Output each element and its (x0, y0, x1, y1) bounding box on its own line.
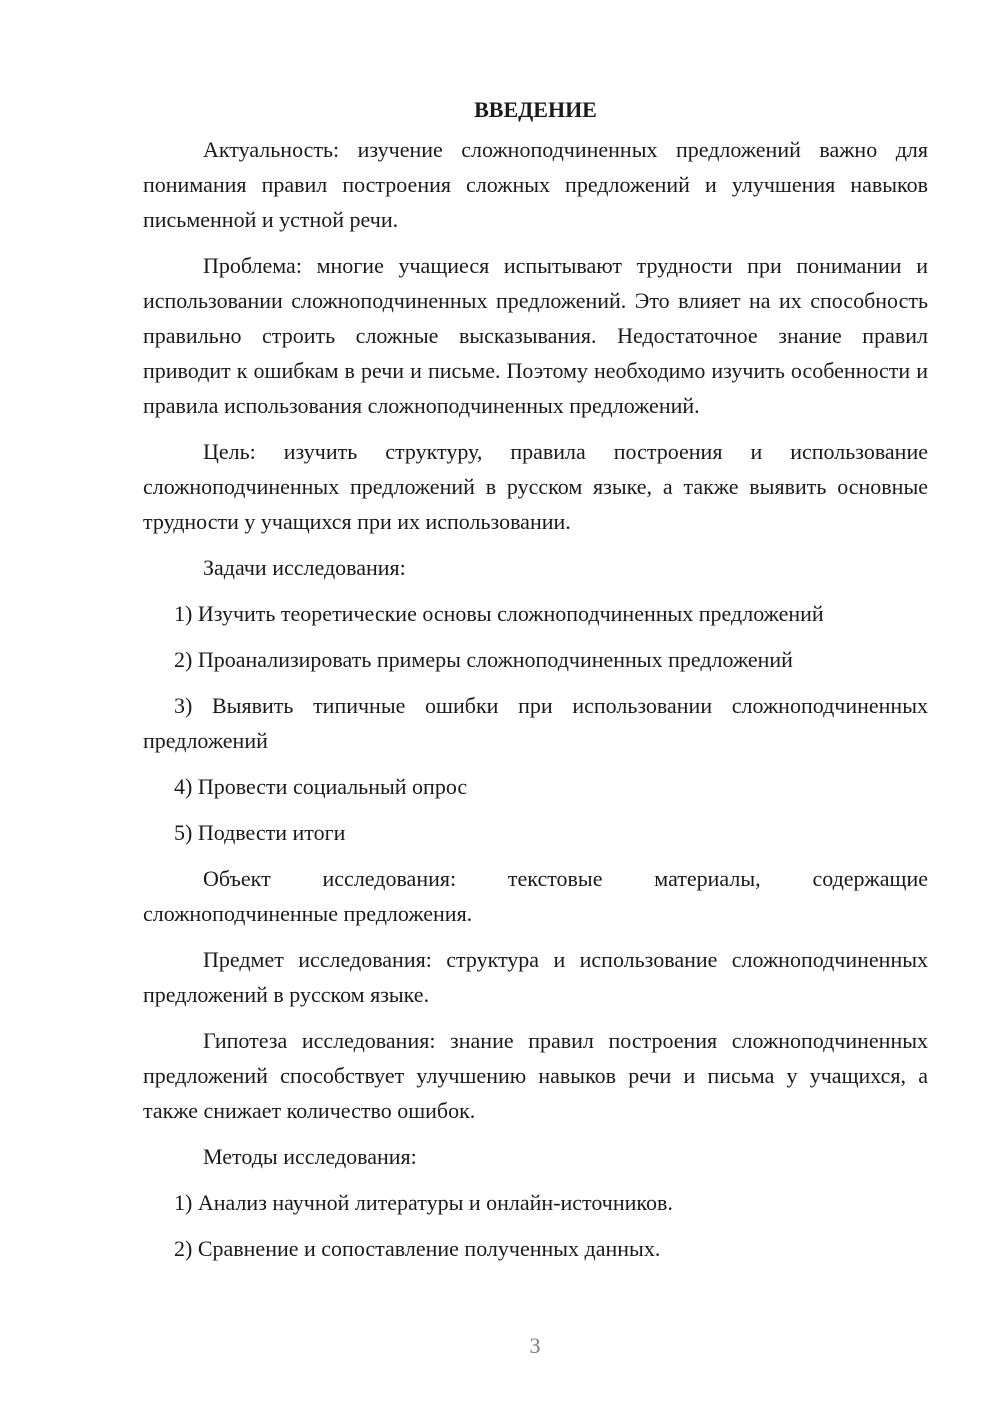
method-item: 1) Анализ научной литературы и онлайн-источников. (174, 1190, 673, 1215)
goal-paragraph: Цель: изучить структуру, правила построения и использование сложноподчиненных предложений в русском языке, а также выявить основные трудности у учащихся при их использовании. (143, 439, 928, 534)
methods-heading: Методы исследования: (203, 1144, 417, 1169)
problem-paragraph: Проблема: многие учащиеся испытывают трудности при понимании и использовании сложноподчиненных предложений. Это влияет на их способность правильно строить сложные высказывания. Недостаточное знание правил приводит к ошибкам в речи и письме. Поэтому необходимо изучить особенности и правила использования сложноподчиненных предложений. (143, 253, 928, 418)
object-paragraph: Объект исследования: текстовые материалы, содержащие сложноподчиненные предложения. (143, 866, 928, 926)
task-item: 1) Изучить теоретические основы сложноподчиненных предложений (174, 601, 824, 626)
document-page (143, 92, 928, 1277)
method-item: 2) Сравнение и сопоставление полученных данных. (174, 1236, 661, 1261)
task-item: 5) Подвести итоги (174, 820, 346, 845)
task-item: 3) Выявить типичные ошибки при использовании сложноподчиненных предложений (143, 693, 928, 753)
relevance-paragraph: Актуальность: изучение сложноподчиненных предложений важно для понимания правил построения сложных предложений и улучшения навыков письменной и устной речи. (143, 137, 928, 232)
page-number: 3 (529, 1333, 541, 1358)
task-item: 2) Проанализировать примеры сложноподчиненных предложений (174, 647, 793, 672)
hypothesis-paragraph: Гипотеза исследования: знание правил построения сложноподчиненных предложений способствует улучшению навыков речи и письма у учащихся, а также снижает количество ошибок. (143, 1028, 928, 1123)
task-item: 4) Провести социальный опрос (174, 774, 468, 799)
tasks-heading: Задачи исследования: (203, 555, 406, 580)
section-title: ВВЕДЕНИЕ (474, 97, 597, 122)
subject-paragraph: Предмет исследования: структура и использование сложноподчиненных предложений в русском языке. (143, 947, 928, 1007)
